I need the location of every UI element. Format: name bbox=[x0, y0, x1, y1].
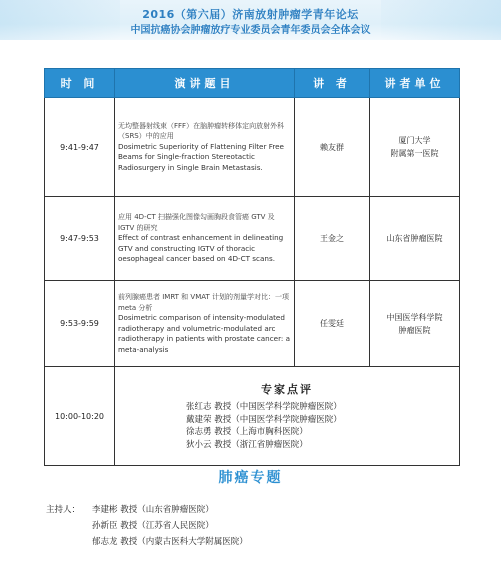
expert-review-cell bbox=[115, 367, 460, 466]
topic-cell bbox=[115, 197, 295, 281]
column-header-topic: 演讲题目 bbox=[115, 69, 295, 98]
speaker-cell: 王金之 bbox=[295, 197, 370, 281]
affiliation-cell bbox=[370, 197, 460, 281]
host-item: 李建彬 教授（山东省肿瘤医院） bbox=[92, 505, 214, 515]
time-cell: 9:53-9:59 bbox=[45, 281, 115, 367]
speaker-cell: 赖友群 bbox=[295, 98, 370, 197]
affiliation-cell bbox=[370, 281, 460, 367]
column-header-time: 时 间 bbox=[45, 69, 115, 98]
table-row bbox=[45, 98, 460, 197]
table-row bbox=[45, 281, 460, 367]
expert-member: 戴建荣 教授（中国医学科学院肿瘤医院） bbox=[186, 414, 342, 425]
forum-subtitle: 中国抗癌协会肿瘤放疗专业委员会青年委员会全体会议 bbox=[130, 25, 371, 36]
expert-review-title: 专家点评 bbox=[261, 383, 313, 396]
affiliation-cell bbox=[370, 98, 460, 197]
hosts-label: 主持人： bbox=[46, 505, 81, 515]
topic-chinese: 应用 4D-CT 扫描强化图像勾画胸段食管癌 GTV 及 IGTV 的研究 bbox=[118, 213, 275, 232]
host-item: 郁志龙 教授（内蒙古医科大学附属医院） bbox=[92, 537, 248, 547]
schedule-table bbox=[44, 68, 460, 466]
affiliation-line: 附属第一医院 bbox=[390, 149, 439, 158]
expert-member: 张红志 教授（中国医学科学院肿瘤医院） bbox=[186, 402, 342, 412]
topic-cell bbox=[115, 281, 295, 367]
hosts-list bbox=[92, 502, 392, 550]
affiliation-line: 中国医学科学院 bbox=[386, 312, 443, 322]
header-banner bbox=[0, 0, 501, 40]
column-header-affiliation: 讲者单位 bbox=[370, 69, 460, 98]
topic-chinese: 无均整器射线束（FFF）在脑肿瘤转移体定向放射外科（SRS）中的应用 bbox=[118, 121, 285, 141]
expert-list bbox=[116, 401, 458, 451]
affiliation-line: 肿瘤医院 bbox=[398, 325, 431, 335]
time-cell: 9:41-9:47 bbox=[45, 98, 115, 197]
speaker-cell: 任雯廷 bbox=[295, 281, 370, 367]
affiliation-line: 山东省肿瘤医院 bbox=[386, 234, 443, 243]
expert-review-row bbox=[45, 367, 460, 466]
forum-title: 2016（第六届）济南放射肿瘤学青年论坛 bbox=[142, 8, 359, 21]
topic-chinese: 前列腺癌患者 IMRT 和 VMAT 计划的剂量学对比：一项 meta 分析 bbox=[118, 293, 289, 312]
table-row bbox=[45, 197, 460, 281]
expert-member: 徐志勇 教授（上海市胸科医院） bbox=[186, 427, 308, 437]
topic-english: Effect of contrast enhancement in delineating GTV and constructing IGTV of thoracic oesophageal cancer based on 4D-CT scans. bbox=[118, 233, 284, 264]
table-header-row bbox=[45, 69, 460, 98]
host-item: 孙新臣 教授（江苏省人民医院） bbox=[92, 521, 214, 531]
time-cell: 9:47-9:53 bbox=[45, 197, 115, 281]
topic-english: Dosimetric Superiority of Flattening Filter Free Beams for Single-fraction Stereotactic Radiosurgery in Single Brain Metastasis. bbox=[118, 141, 284, 172]
topic-cell bbox=[115, 98, 295, 197]
time-cell: 10:00-10:20 bbox=[45, 367, 115, 466]
affiliation-line: 厦门大学 bbox=[398, 136, 431, 145]
topic-english: Dosimetric comparison of intensity-modulated radiotherapy and volumetric-modulated arc radiotherapy in patients with prostate cancer: a meta-analysis bbox=[118, 313, 291, 354]
expert-member: 狄小云 教授（浙江省肿瘤医院） bbox=[186, 439, 308, 450]
column-header-speaker: 讲 者 bbox=[295, 69, 370, 98]
section-title-lung-cancer: 肺癌专题 bbox=[218, 470, 283, 486]
